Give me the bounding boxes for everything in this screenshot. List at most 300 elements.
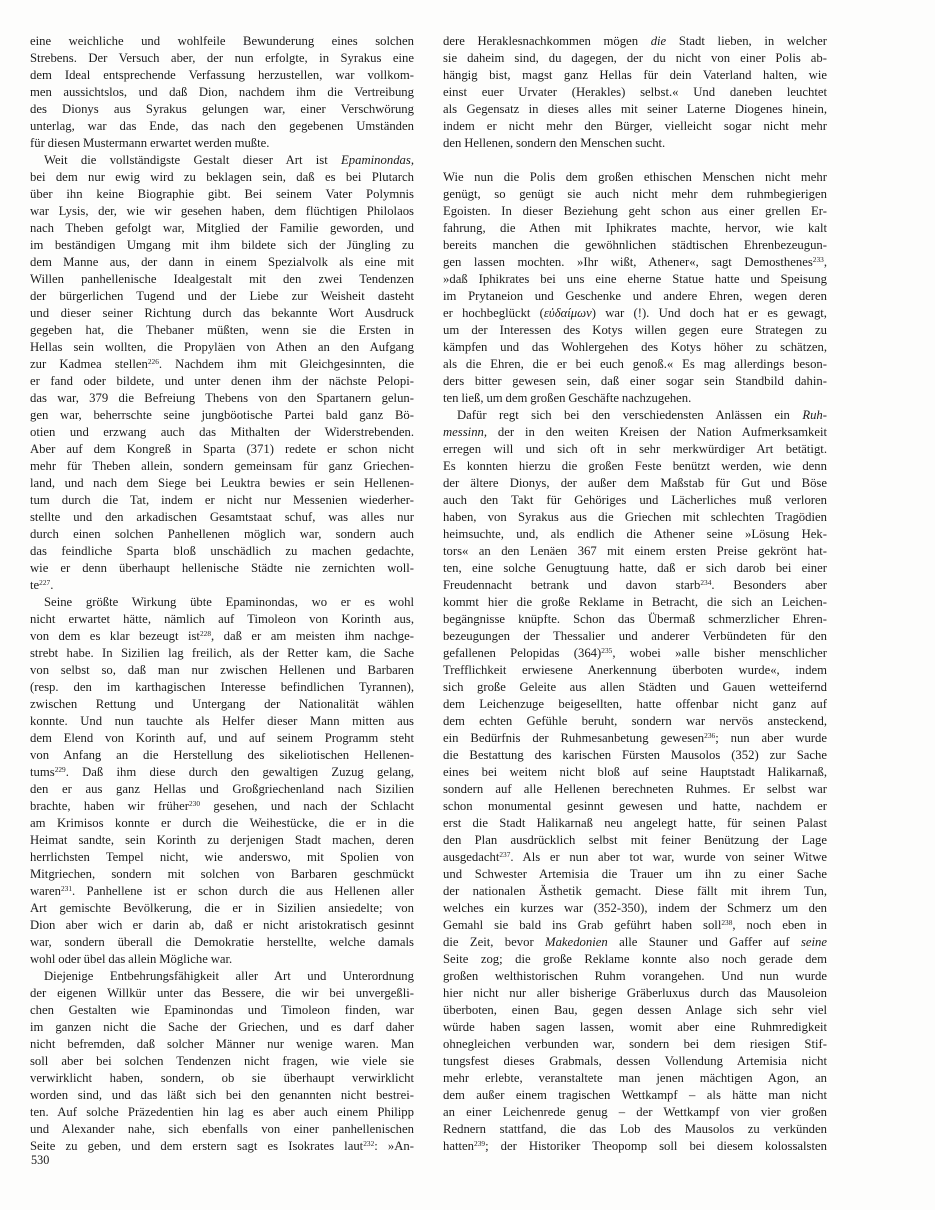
text-segment: ausgedacht [443, 850, 500, 864]
text-segment: der nationalen Ästhetik gemacht. Diese fällt mit ihrem Tun, [443, 884, 827, 898]
text-line [443, 1019, 827, 1036]
paragraph [30, 152, 414, 594]
footnote-ref: 229 [54, 765, 66, 775]
text-line [443, 543, 827, 560]
text-segment: den Hellenen, sondern den Menschen sucht. [443, 136, 666, 150]
text-segment: Es konnten hierzu die großen Feste benützt werden, wie denn [443, 459, 827, 473]
text-segment: er fand oder bildete, und unter denen ihm der nächste Pelopi- [30, 374, 414, 388]
text-segment: unterlag, war das Ende, das nach den gegebenen Umständen [30, 119, 414, 133]
text-line [30, 288, 414, 305]
text-segment: Weit die vollständigste Gestalt dieser Art ist [44, 153, 342, 167]
text-segment: nach Theben gefolgt war, Mitglied der Familie geworden, und [30, 221, 414, 235]
text-segment: tum durch die Tat, indem er nicht nur Messenien wiederher- [30, 493, 414, 507]
text-column-right [443, 33, 827, 1155]
text-segment: ; nun aber wurde [715, 731, 827, 745]
text-line [443, 373, 827, 390]
text-line [443, 883, 827, 900]
footnote-ref: 231 [61, 884, 73, 894]
text-segment: ten ließ, um dem großen Geschäfte nachzugehen. [443, 391, 692, 405]
text-segment: und dieser seiner Richtung durch das bekannte Wort Ausdruck [30, 306, 414, 320]
text-line [30, 169, 414, 186]
text-segment: Seite zog; die große Reklame konnte also noch gerade dem [443, 952, 827, 966]
text-line [443, 594, 827, 611]
text-segment: von Anfang an die Herstellung des sikeliotischen Hellenen- [30, 748, 414, 762]
text-line [443, 662, 827, 679]
text-line [443, 203, 827, 220]
text-segment: einst euer Urvater (Herakles) selbst.« Und daneben leuchtet [443, 85, 827, 99]
text-segment: tums [30, 765, 55, 779]
text-segment: großen welthistorischen Ruhm vorangehen. Und nun wurde [443, 969, 827, 983]
text-line [443, 1121, 827, 1138]
text-segment: hier nicht nur aller bisherige Gräberluxus durch das Mausoleion [443, 986, 827, 1000]
text-segment: . Als er nun aber tot war, wurde von seiner Witwe [510, 850, 827, 864]
text-line [443, 220, 827, 237]
text-line [443, 305, 827, 322]
text-segment: worden sind, und das läßt sich bei den genannten nicht bestrei- [30, 1088, 414, 1102]
text-line [30, 67, 414, 84]
text-segment: tors« an den Lenäen 367 mit einem ersten Preise gekrönt hat- [443, 544, 827, 558]
text-segment: land, und nach dem Siege bei Leuktra bewies er sein Hellenen- [30, 476, 414, 490]
text-line [443, 747, 827, 764]
text-segment: sich große Geleite aus allen Städten und Gauen wetteifernd [443, 680, 827, 694]
text-line [30, 1121, 414, 1138]
text-line [443, 135, 827, 152]
text-segment: herrlichsten Tempel nicht, wie anderswo, mit Spolien von [30, 850, 414, 864]
text-line [30, 917, 414, 934]
text-line [30, 713, 414, 730]
text-segment: Gemahl sie bald ins Grab geführt haben soll [443, 918, 722, 932]
text-line [443, 917, 827, 934]
text-segment: chen Gestalten wie Epaminondas und Timoleon finden, war [30, 1003, 414, 1017]
text-line [30, 764, 414, 781]
text-line [443, 101, 827, 118]
footnote-ref: 234 [700, 578, 712, 588]
text-segment: kommt hier die große Reklame in Betracht, die sich an Leichen- [443, 595, 827, 609]
text-line [30, 526, 414, 543]
text-line [30, 747, 414, 764]
text-segment: brachte, haben wir früher [30, 799, 189, 813]
text-segment: bezeugungen der Thessalier und anderer Verbündeten für den [443, 629, 827, 643]
text-line [443, 509, 827, 526]
text-segment: überboten, einen Bau, gegen dessen Anlage sich sehr viel [443, 1003, 827, 1017]
text-line [30, 951, 414, 968]
footnote-ref: 228 [199, 629, 211, 639]
text-segment: dem echten Gefühle beruht, sondern war nervös ansteckend, [443, 714, 827, 728]
text-segment: zur Kadmea stellen [30, 357, 148, 371]
text-segment: dem Leichenzuge beigesellten, hatte offenbar nicht ganz auf [443, 697, 827, 711]
text-line [30, 611, 414, 628]
text-line [443, 1070, 827, 1087]
text-segment: Stadt lieben, in welcher [666, 34, 827, 48]
text-line [443, 288, 827, 305]
text-line [30, 458, 414, 475]
text-segment: gesehen, und nach der Schlacht [200, 799, 415, 813]
text-segment: indem er nicht mehr den Bürger, vielleicht sogar nicht mehr [443, 119, 827, 133]
text-segment: Trefflichkeit erwiesene Anerkennung überboten wurde«, indem [443, 663, 827, 677]
text-line [443, 951, 827, 968]
text-line [443, 781, 827, 798]
text-segment: im ganzen nicht die Sache der Griechen, und es darf daher [30, 1020, 414, 1034]
text-segment: ) war (!). Und doch hat er es gewagt, [591, 306, 827, 320]
text-segment: der bürgerlichen Tugend und der Liebe zur Weisheit dasteht [30, 289, 414, 303]
text-segment: dem außer einem tragischen Wettkampf – als hätte man nicht [443, 1088, 827, 1102]
text-segment: soll aber bei solchen Tendenzen nicht fragen, wie viele sie [30, 1054, 414, 1068]
paragraph [30, 33, 414, 152]
text-line [443, 67, 827, 84]
text-segment: begängnisse knüpfte. Schon das Übermaß schmerzlicher Ehren- [443, 612, 827, 626]
text-line [443, 50, 827, 67]
footnote-ref: 237 [499, 850, 511, 860]
paragraph [30, 594, 414, 968]
text-segment: ohnegleichen verbunden war, sondern bei dem riesigen Stif- [443, 1037, 827, 1051]
paragraph [443, 169, 827, 407]
text-segment: otien und erzwang auch das Mithalten der Widerstrebenden. [30, 425, 414, 439]
footnote-ref: 230 [188, 799, 201, 809]
text-segment: mehr für Theben allein, sondern gemeinsam für ganz Griechen- [30, 459, 414, 473]
text-line [30, 1053, 414, 1070]
text-line [30, 849, 414, 866]
text-line [443, 441, 827, 458]
text-line [443, 900, 827, 917]
text-line [443, 254, 827, 271]
text-line [30, 220, 414, 237]
footnote-ref: 227 [39, 578, 51, 588]
text-line [30, 985, 414, 1002]
text-line [30, 509, 414, 526]
text-segment: heimsuchte, und, als endlich die Athener seine »Lösung Hek- [443, 527, 827, 541]
text-line [30, 781, 414, 798]
text-line [30, 577, 414, 594]
text-line [30, 203, 414, 220]
text-segment: Rednern stattfand, die das Lob des Mausolos zu verkünden [443, 1122, 827, 1136]
text-line [443, 169, 827, 186]
text-segment: das feindliche Sparta bloß unschädlich zu machen gedachte, [30, 544, 414, 558]
text-line [443, 424, 827, 441]
text-segment: das war, 379 die Befreiung Thebens von den Spartanern gelun- [30, 391, 414, 405]
text-segment: Willen panhellenische Idealgestalt mit den zwei Tendenzen [30, 272, 414, 286]
text-line [443, 390, 827, 407]
text-line [30, 407, 414, 424]
text-segment: und Schwester Artemisia die Trauer um ihn zu einer Sache [443, 867, 827, 881]
text-line [30, 628, 414, 645]
text-line [443, 611, 827, 628]
text-line [30, 1104, 414, 1121]
text-segment: , wobei »alle bisher menschlicher [612, 646, 827, 660]
text-segment: Dafür regt sich bei den verschiedensten Anlässen ein [457, 408, 803, 422]
text-segment: ten. Auf solche Präzedentien hin lag es aber auch einem Philipp [30, 1105, 414, 1119]
text-line [30, 832, 414, 849]
text-segment: kämpfen und das Wohlergehen des Kotys höher zu schätzen, [443, 340, 827, 354]
text-segment: die [650, 34, 667, 48]
text-line [30, 50, 414, 67]
footnote-ref: 226 [147, 357, 159, 367]
text-segment: welches ein kurzes war (352-350), indem der Schmerz um den [443, 901, 827, 915]
text-segment: der ältere Dionys, der außer dem Maßstab für Gut und Böse [443, 476, 827, 490]
text-line [443, 713, 827, 730]
text-segment: konnte. Und nun tauchte als Helfer dieser Mann mitten aus [30, 714, 414, 728]
text-line [30, 101, 414, 118]
footnote-ref: 238 [721, 918, 733, 928]
text-segment: gegeben hat, die Thebaner müßten, wenn sie die Ersten in [30, 323, 414, 337]
text-line [443, 118, 827, 135]
text-line [30, 339, 414, 356]
text-segment: war Lysis, der, wie wir gesehen haben, dem flüchtigen Philolaos [30, 204, 414, 218]
paragraph [443, 407, 827, 1155]
text-line [443, 849, 827, 866]
text-segment: εὐδαίμων [543, 306, 592, 320]
text-segment: von selbst so, daß man nur zwischen Hellenen und Barbaren [30, 663, 414, 677]
text-segment: sie daheim sind, du dagegen, der du nicht von einer Polis ab- [443, 51, 827, 65]
text-line [443, 526, 827, 543]
text-segment: Aber auf dem Kongreß in Sparta (371) redete er schon nicht [30, 442, 414, 456]
text-segment: wie er denn überhaupt hellenische Städte nie zernichten woll- [30, 561, 414, 575]
text-segment: dem Elend von Korinth auf, und auf seinem Programm steht [30, 731, 414, 745]
text-segment: nicht erwartet hätte, nämlich auf Timoleon von Korinth aus, [30, 612, 414, 626]
text-line [30, 866, 414, 883]
text-segment: hatten [443, 1139, 475, 1153]
paragraph [443, 33, 827, 152]
text-segment: . Besonders aber [711, 578, 827, 592]
text-line [30, 492, 414, 509]
footnote-ref: 232 [363, 1139, 375, 1149]
text-segment: bereits manchen die gewöhnlichen städtischen Ehrenbezeugun- [443, 238, 827, 252]
text-line [30, 645, 414, 662]
text-segment: te [30, 578, 40, 592]
page-number: 530 [31, 1153, 50, 1167]
text-line [443, 33, 827, 50]
text-segment: wohl oder übel das allein Mögliche war. [30, 952, 233, 966]
text-segment: nicht befremden, daß solcher Männer nur wenige waren. Man [30, 1037, 414, 1051]
text-line [30, 424, 414, 441]
text-line [30, 390, 414, 407]
text-segment: , noch eben in [732, 918, 827, 932]
text-segment: ders bitter gewesen sein, daß einer sogar sein Standbild dahin- [443, 374, 827, 388]
text-line [30, 679, 414, 696]
text-line [30, 696, 414, 713]
text-segment: zwischen Rettung und Untergang der Nationalität wählen [30, 697, 414, 711]
text-line [30, 1087, 414, 1104]
text-segment: schon monumental gesinnt gewesen und hatte, nachdem er [443, 799, 827, 813]
text-line [30, 475, 414, 492]
text-segment: verwirklicht haben, sondern, ob sie überhaupt verwirklicht [30, 1071, 414, 1085]
text-line [30, 798, 414, 815]
text-segment: dem Manne aus, der dann in einem Spezialvolk als eine mit [30, 255, 414, 269]
text-line [443, 1104, 827, 1121]
text-line [30, 186, 414, 203]
text-segment: Epaminondas, [341, 153, 414, 167]
text-segment: hängig bist, magst ganz Hellas für dein Vaterland halten, wie [443, 68, 827, 82]
text-line [443, 832, 827, 849]
text-segment: durch einen solchen Panhellenen möglich war, sondern auch [30, 527, 414, 541]
text-segment: tungsfest dieses Grabmals, dessen Vollendung Artemisia nicht [443, 1054, 827, 1068]
text-segment: an einer Leichenrede genug – der Wettkampf von vier großen [443, 1105, 827, 1119]
text-segment: Heimat sandte, sein Korinth zu derjenigen Stadt machen, deren [30, 833, 414, 847]
text-segment: Hellas sein wollten, die Propyläen von Athen an den Aufgang [30, 340, 414, 354]
text-line [443, 1053, 827, 1070]
text-line [443, 84, 827, 101]
text-segment: sondern auf alle Hellenen berechneten Ruhmes. Er selbst war [443, 782, 827, 796]
text-line [443, 356, 827, 373]
text-line [443, 492, 827, 509]
text-line [443, 560, 827, 577]
text-segment: gefallenen Pelopidas (364) [443, 646, 602, 660]
text-line [443, 1002, 827, 1019]
text-segment: der in den weiten Kreisen der Nation Aufmerksamkeit [487, 425, 827, 439]
text-line [443, 322, 827, 339]
text-line [30, 237, 414, 254]
text-line [443, 577, 827, 594]
text-segment: war, sondern überall die Demokratie herstellte, welche damals [30, 935, 414, 949]
text-segment: als Gegensatz in dieses alles mit seiner Laterne Diogenes hinein, [443, 102, 827, 116]
text-line [443, 1087, 827, 1104]
text-segment: gen lassen mochten. »Ihr wißt, Athener«, sagt Demosthenes [443, 255, 813, 269]
text-line [443, 985, 827, 1002]
text-segment: als die Ehren, die er bei euch genoß.« Es mag allerdings beson- [443, 357, 827, 371]
text-segment: . [50, 578, 54, 592]
text-segment: ; der Historiker Theopomp soll bei diesem kolossalsten [485, 1139, 827, 1153]
text-line [30, 373, 414, 390]
text-segment: von dem es klar bezeugt ist [30, 629, 200, 643]
text-line [30, 254, 414, 271]
text-segment: auch den Takt für Gehöriges und Lächerliches muß verloren [443, 493, 827, 507]
text-line [443, 730, 827, 747]
text-line [30, 1019, 414, 1036]
text-line [443, 628, 827, 645]
text-line [443, 237, 827, 254]
text-column-left [30, 33, 414, 1155]
text-line [30, 441, 414, 458]
text-segment: Seite zu geben, und dem erstern sagt es Isokrates laut [30, 1139, 364, 1153]
text-line [443, 186, 827, 203]
text-line [443, 339, 827, 356]
text-line [30, 1036, 414, 1053]
text-segment: mehr erlebte, veranstaltete man jenen mächtigen Agon, an [443, 1071, 827, 1085]
text-segment: : »An- [374, 1139, 414, 1153]
text-line [30, 900, 414, 917]
text-segment: er hochbeglückt ( [443, 306, 544, 320]
text-line [30, 968, 414, 985]
text-line [30, 152, 414, 169]
text-segment: Ruh- [802, 408, 827, 422]
text-segment: messinn, [443, 425, 488, 439]
text-line [443, 475, 827, 492]
text-segment: im Prytaneion und Geschenke und andere Ehren, wegen deren [443, 289, 827, 303]
text-line [30, 84, 414, 101]
text-segment: die Zeit, bevor [443, 935, 546, 949]
text-segment: am Krimisos konnte er durch die Weihestücke, die er in die [30, 816, 414, 830]
text-segment: im beständigen Umgang mit ihm bildete sich der Jüngling zu [30, 238, 414, 252]
text-segment: dere Heraklesnachkommen mögen [443, 34, 651, 48]
text-segment: Seine größte Wirkung übte Epaminondas, wo er es wohl [44, 595, 414, 609]
text-segment: Mitgriechen, sondern mit solchen von Barbaren geschmückt [30, 867, 414, 881]
text-segment: Dion aber wich er darin ab, daß er nicht aristokratisch gesinnt [30, 918, 414, 932]
text-line [30, 883, 414, 900]
text-segment: Freudennacht betrank und davon starb [443, 578, 701, 592]
text-segment: waren [30, 884, 61, 898]
text-segment: fahrung, die Athen mit Iphikrates machte, hervor, wie kalt [443, 221, 827, 235]
text-line [30, 135, 414, 152]
text-segment: für diesen Mustermann erwartet werden mußte. [30, 136, 270, 150]
text-segment: und Alexander nahe, sich ebenfalls von einer panhellenischen [30, 1122, 414, 1136]
text-segment: . Panhellene ist er schon durch die aus Hellenen aller [72, 884, 414, 898]
text-segment: ten, eine solche Genugtuung hatte, daß er sich darob bei einer [443, 561, 827, 575]
text-segment: . Daß ihm diese durch den gewaltigen Zuzug gelang, [65, 765, 414, 779]
text-segment: Diejenige Entbehrungsfähigkeit aller Art und Unterordnung [44, 969, 414, 983]
text-segment: über ihn keine Biographie gibt. Bei seinem Vater Polymnis [30, 187, 414, 201]
text-line [30, 662, 414, 679]
text-segment: gen war, beherrschte seine jungböotische Partei bald ganz Bö- [30, 408, 414, 422]
text-line [30, 1138, 414, 1155]
text-segment: ein Bedürfnis der Ruhmesanbetung gewesen [443, 731, 705, 745]
text-segment: um der Interessen des Kotys willen gegen eure Strategen zu [443, 323, 827, 337]
text-line [443, 679, 827, 696]
text-line [443, 407, 827, 424]
text-line [30, 33, 414, 50]
text-line [30, 934, 414, 951]
text-line [443, 934, 827, 951]
text-segment: würde haben sagen lassen, womit aber eine Ruhmredigkeit [443, 1020, 827, 1034]
text-line [30, 356, 414, 373]
text-line [443, 271, 827, 288]
text-line [30, 1070, 414, 1087]
text-segment: stellte und den arkadischen Gesamtstaat schuf, was alles nur [30, 510, 414, 524]
text-line [443, 968, 827, 985]
text-segment: dem Ideal entsprechende Verfassung herzustellen, war vollkom- [30, 68, 414, 82]
text-line [443, 696, 827, 713]
text-line [30, 730, 414, 747]
text-segment: , [823, 255, 827, 269]
footnote-ref: 235 [601, 646, 613, 656]
text-segment: (resp. den im karthagischen Interesse befindlichen Tyrannen), [30, 680, 414, 694]
text-segment: »daß Iphikrates bei uns eine eherne Statue hatte und Speisung [443, 272, 827, 286]
footnote-ref: 236 [704, 731, 716, 741]
text-line [30, 322, 414, 339]
text-segment: seine [800, 935, 828, 949]
text-segment: die Bestattung des karischen Fürsten Mausolos (352) zur Sache [443, 748, 827, 762]
text-segment: der eigenen Willkür unter das Bessere, die wir bei unvergeßli- [30, 986, 414, 1000]
footnote-ref: 239 [474, 1139, 486, 1149]
text-line [30, 1002, 414, 1019]
text-segment: strebt habe. In Sizilien lag freilich, als der Retter kam, die Sache [30, 646, 414, 660]
text-segment: genügt, so genügt sie auch nicht mehr dem ruhmbegierigen [443, 187, 827, 201]
text-line [30, 815, 414, 832]
text-line [30, 118, 414, 135]
text-segment: bei dem nur ewig wird zu beklagen sein, daß es bei Plutarch [30, 170, 414, 184]
text-line [443, 798, 827, 815]
text-segment: alle Stauner und Gaffer auf [607, 935, 801, 949]
text-segment: Strebens. Der Versuch aber, der nun erfolgte, in Syrakus eine [30, 51, 414, 65]
text-line [443, 1138, 827, 1155]
footnote-ref: 233 [812, 255, 824, 265]
text-line [443, 1036, 827, 1053]
text-segment: des Dionys aus Syrakus gelungen war, einer Verschwörung [30, 102, 414, 116]
text-line [30, 543, 414, 560]
text-segment: den er aus ganz Hellas und Großgriechenland nach Sizilien [30, 782, 414, 796]
text-segment: erregen will und sich oft in sehr merkwürdiger Art betätigt. [443, 442, 827, 456]
text-segment: . Nachdem ihm mit Gleichgesinnten, die [158, 357, 414, 371]
text-segment: Egoisten. In dieser Beziehung geht schon aus einer grellen Er- [443, 204, 827, 218]
text-segment: den Plan ausdrücklich selbst mit feiner Benützung der Lage [443, 833, 827, 847]
text-line [30, 594, 414, 611]
text-segment: Art gemischte Bevölkerung, die er in Sizilien ansiedelte; von [30, 901, 414, 915]
text-line [443, 458, 827, 475]
text-segment: Wie nun die Polis dem großen ethischen Menschen nicht mehr [443, 170, 827, 184]
paragraph [30, 968, 414, 1155]
text-segment: haben, von Syrakus aus die Griechen mit schlechten Tragödien [443, 510, 827, 524]
text-line [443, 866, 827, 883]
text-line [30, 560, 414, 577]
text-segment: eine weichliche und wohlfeile Bewunderung eines solchen [30, 34, 414, 48]
